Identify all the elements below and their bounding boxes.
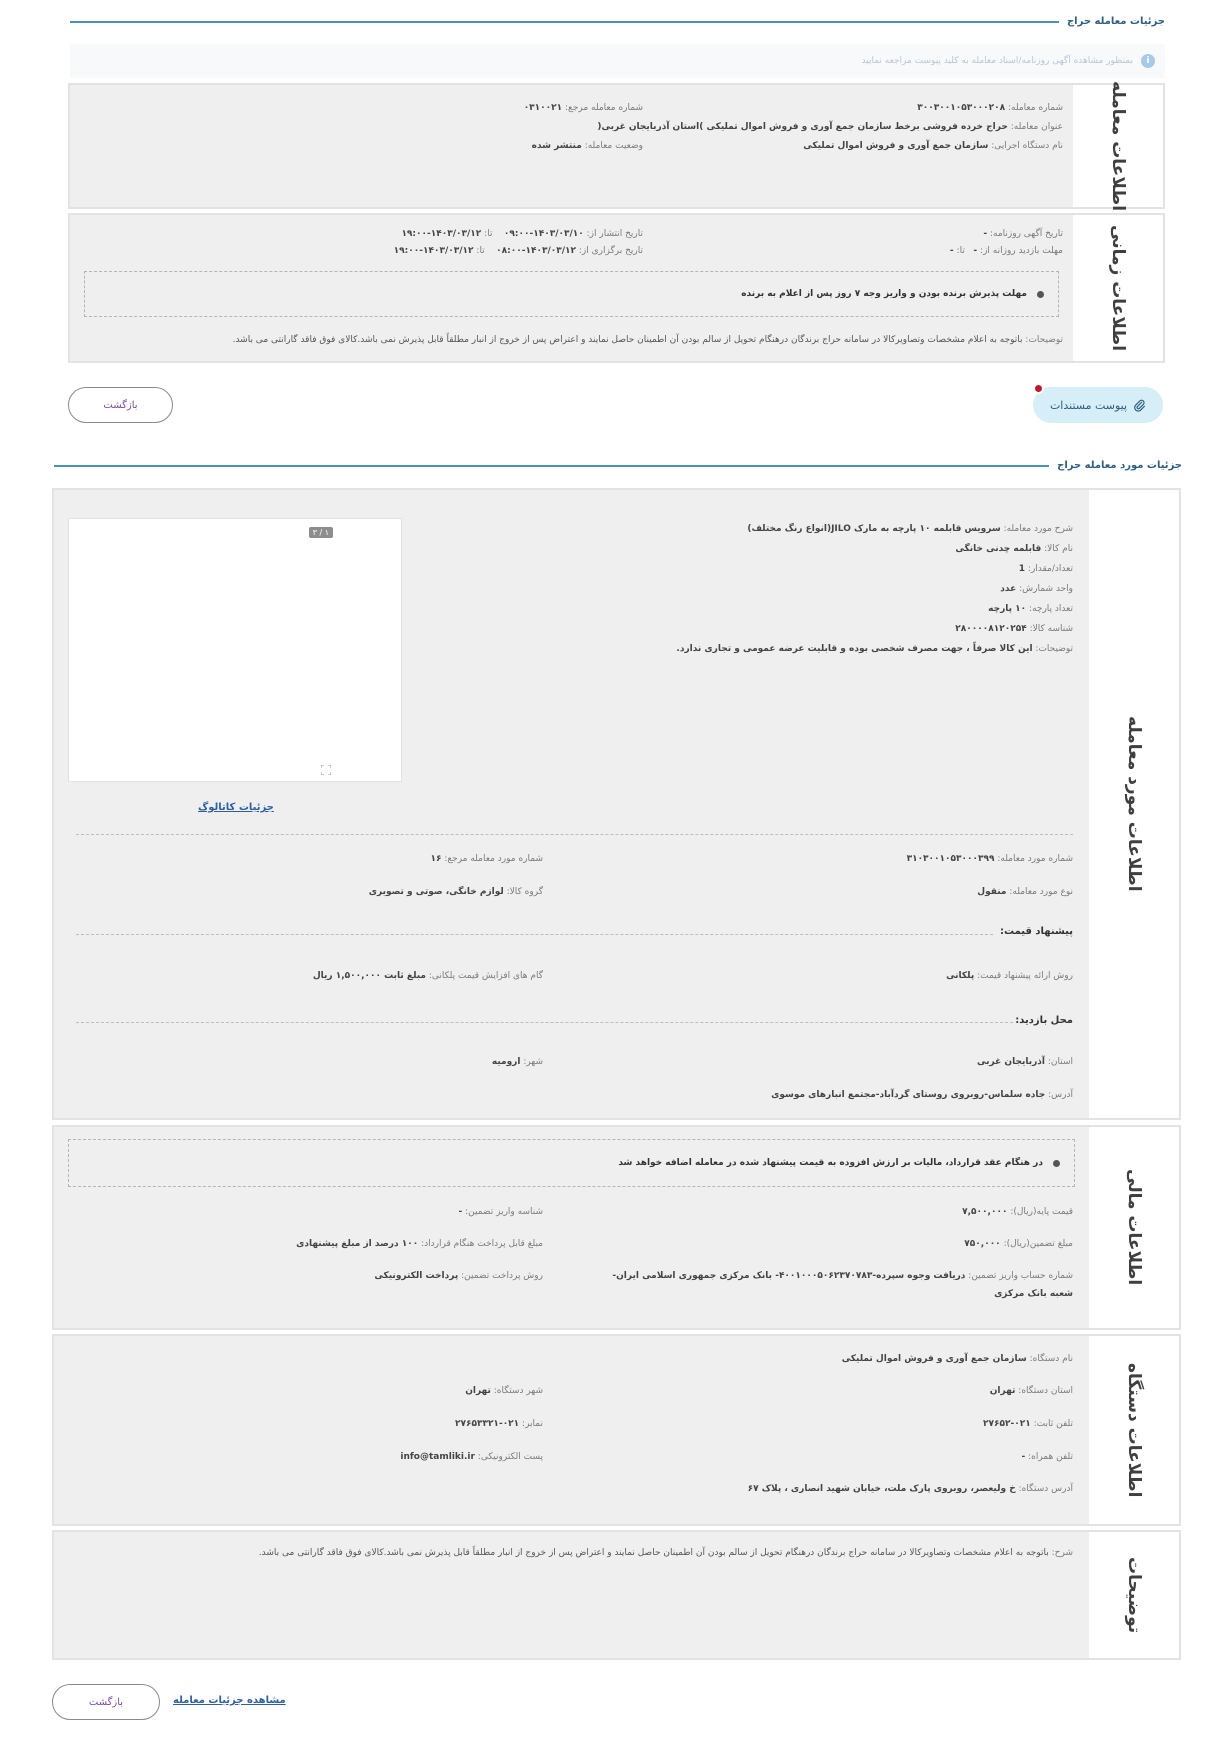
image-counter: ۳ / ۱: [309, 527, 333, 538]
catalog-details-link[interactable]: جزئیات کاتالوگ: [198, 802, 274, 813]
goods-code-field: شناسه کالا: ۲۸۰۰۰۰۸۱۲۰۲۵۴: [955, 624, 1073, 634]
unit-field: واحد شمارش: عدد: [1000, 584, 1073, 594]
price-steps-field: گام های افزایش قیمت پلکانی: مبلغ ثابت ۱,۵۰۰,۰۰۰ ریال: [312, 971, 543, 981]
view-deal-details-link[interactable]: مشاهده جزئیات معامله: [173, 1695, 286, 1706]
hold-date-field: تاریخ برگزاری از: ۱۴۰۳/۰۳/۱۲-۰۸:۰۰ تا: ۱۴۰۳/۰۳/۱۲-۱۹:۰۰: [393, 246, 643, 256]
section-divider: [70, 21, 1059, 23]
item-section-title: جزئیات مورد معامله حراج: [1057, 460, 1182, 471]
deal-section-title: جزئیات معامله حراج: [1066, 16, 1165, 27]
deal-number-field: شماره معامله: ۳۰۰۳۰۰۱۰۵۳۰۰۰۲۰۸: [917, 103, 1063, 113]
deal-title-value: حراج خرده فروشی برخط سازمان جمع آوری و فروش اموال تملیکی )استان آذربایجان غربی(: [597, 122, 1008, 132]
financial-info-side-label: اطلاعات مالی: [1089, 1127, 1179, 1328]
price-heading: پیشنهاد قیمت:: [1000, 926, 1073, 937]
section-divider: [54, 465, 1049, 467]
deal-info-side-label: اطلاعات معامله: [1073, 85, 1163, 207]
org-email-field: پست الکترونیکی: info@tamliki.ir: [400, 1452, 543, 1462]
newspaper-date-field: تاریخ آگهی روزنامه: -: [983, 229, 1063, 239]
item-section-header: [54, 460, 1182, 471]
visit-province-field: استان: آذربایجان غربی: [977, 1057, 1073, 1067]
visit-deadline-field: مهلت بازدید روزانه از: - تا: -: [949, 246, 1063, 256]
time-info-side-label: اطلاعات زمانی: [1073, 215, 1163, 361]
org-address-field: آدرس دستگاه: خ ولیعصر، روبروی پارک ملت، خیابان شهید انصاری ، پلاک ۶۷: [747, 1484, 1073, 1494]
deal-title-field: عنوان معامله: حراج خرده فروشی برخط سازمان جمع آوری و فروش اموال تملیکی )استان آذربایجان غربی(: [597, 122, 1063, 132]
attach-label: پیوست مستندات: [1049, 398, 1128, 412]
description-panel: [52, 1530, 1181, 1660]
visit-address-field: آدرس: جاده سلماس-روبروی روستای گردآباد-مجتمع انبارهای موسوی: [771, 1090, 1073, 1100]
org-fax-field: نمابر: ۰۲۱-۲۷۶۵۳۳۲۱: [454, 1419, 543, 1429]
deal-ref-field: شماره معامله مرجع: ۰۳۱۰۰۲۱: [523, 103, 643, 113]
deal-number-value: ۳۰۰۳۰۰۱۰۵۳۰۰۰۲۰۸: [917, 103, 1006, 113]
price-method-field: روش ارائه پیشنهاد قیمت: پلکانی: [946, 971, 1073, 981]
item-info-panel: [52, 488, 1181, 1120]
base-price-field: قیمت پایه(ریال): ۷,۵۰۰,۰۰۰: [962, 1207, 1073, 1217]
visit-city-field: شهر: ارومیه: [491, 1057, 543, 1067]
time-info-panel: [68, 213, 1165, 363]
deal-section-header: [70, 16, 1165, 27]
attachment-notice: [70, 44, 1165, 78]
item-number-field: شماره مورد معامله: ۳۱۰۳۰۰۱۰۵۳۰۰۰۳۹۹: [906, 854, 1073, 864]
deal-org-value: سازمان جمع آوری و فروش اموال تملیکی: [803, 141, 989, 151]
publish-date-field: تاریخ انتشار از: ۱۴۰۳/۰۳/۱۰-۰۹:۰۰ تا: ۱۴۰۳/۰۳/۱۲-۱۹:۰۰: [401, 229, 643, 239]
account-branch-field: شعبه بانک مرکزی: [994, 1289, 1073, 1299]
goods-group-field: گروه کالا: لوازم خانگی، صوتی و تصویری: [368, 887, 543, 897]
winner-deadline-note: مهلت پذیرش برنده بودن و واریز وجه ۷ روز پس از اعلام به برنده: [84, 271, 1059, 317]
deal-info-panel: [68, 80, 1165, 212]
attach-documents-button[interactable]: [1033, 387, 1163, 423]
account-number-field: شماره حساب واریز تضمین: دریافت وجوه سپرده-۴۰۰۱۰۰۰۵۰۶۲۳۷۰۷۸۳- بانک مرکزی جمهوری اسلامی ایران-: [612, 1271, 1073, 1281]
item-ref-field: شماره مورد معامله مرجع: ۱۶: [430, 854, 543, 864]
info-icon: i: [1141, 54, 1155, 68]
deal-ref-value: ۰۳۱۰۰۲۱: [523, 103, 563, 113]
quantity-field: تعداد/مقدار: 1: [1018, 564, 1073, 574]
financial-info-panel: [52, 1125, 1181, 1330]
divider: [76, 934, 993, 935]
pieces-field: تعداد پارچه: ۱۰ پارچه: [988, 604, 1073, 614]
deal-org-field: نام دستگاه اجرایی: سازمان جمع آوری و فروش اموال تملیکی: [803, 141, 1063, 151]
org-info-panel: [52, 1334, 1181, 1526]
org-province-field: استان دستگاه: تهران: [989, 1386, 1073, 1396]
visit-heading: محل بازدید:: [1015, 1015, 1073, 1026]
item-type-field: نوع مورد معامله: منقول: [977, 887, 1073, 897]
org-mobile-field: تلفن همراه: -: [1021, 1452, 1073, 1462]
deal-status-field: وضعیت معامله: منتشر شده: [531, 141, 643, 151]
item-info-side-label: اطلاعات مورد معامله: [1089, 490, 1179, 1118]
expand-icon[interactable]: [321, 765, 331, 775]
back-button-top[interactable]: بازگشت: [68, 387, 173, 423]
contract-payment-field: مبلغ قابل پرداخت هنگام قرارداد: ۱۰۰ درصد از مبلغ پیشنهادی: [296, 1239, 543, 1249]
description-field: شرح: باتوجه به اعلام مشخصات وتصاویرکالا در سامانه حراج برندگان درهنگام تحویل از سالم بودن آن اطمینان حاصل نمایند و اعتراض پس از خروج از انبار مطلقاً قابل پذیرش نمی باشد.کالای فوق فاقد گارانتی می باشد.: [258, 1548, 1073, 1558]
bullet-icon: [1037, 291, 1044, 298]
paperclip-icon: [1133, 399, 1146, 412]
deposit-id-field: شناسه واریز تضمین: -: [458, 1207, 543, 1217]
divider: [76, 834, 1073, 835]
payment-method-field: روش پرداخت تضمین: پرداخت الکترونیکی: [374, 1271, 543, 1281]
vat-note: در هنگام عقد قرارداد، مالیات بر ارزش افزوده به قیمت پیشنهاد شده در معامله اضافه خواهد شد: [68, 1139, 1075, 1187]
org-info-side-label: اطلاعات دستگاه: [1089, 1336, 1179, 1524]
deal-status-value: منتشر شده: [531, 141, 582, 151]
divider: [76, 1022, 1013, 1023]
time-description-field: توضیحات: باتوجه به اعلام مشخصات وتصاویرکالا در سامانه حراج برندگان درهنگام تحویل از سالم بودن آن اطمینان حاصل نمایند و اعتراض پس از خروج از انبار مطلقاً قابل پذیرش نمی باشد.کالای فوق فاقد گارانتی می باشد.: [232, 335, 1063, 345]
org-phone-field: تلفن ثابت: ۰۲۱-۲۷۶۵۲: [983, 1419, 1073, 1429]
bullet-icon: [1053, 1160, 1060, 1167]
org-name-field: نام دستگاه: سازمان جمع آوری و فروش اموال تملیکی: [841, 1354, 1073, 1364]
goods-name-field: نام کالا: قابلمه چدنی خانگی: [955, 544, 1073, 554]
product-image[interactable]: [68, 518, 402, 782]
notification-badge: [1033, 383, 1044, 394]
deposit-amount-field: مبلغ تضمین(ریال): ۷۵۰,۰۰۰: [964, 1239, 1073, 1249]
item-desc-field: شرح مورد معامله: سرویس قابلمه ۱۰ پارچه به مارک JILO(انواع رنگ مختلف): [747, 524, 1073, 534]
org-city-field: شهر دستگاه: تهران: [465, 1386, 543, 1396]
description-side-label: توضیحات: [1089, 1532, 1179, 1658]
item-note-field: توضیحات: این کالا صرفاً ، جهت مصرف شخصی بوده و قابلیت عرضه عمومی و تجاری ندارد.: [676, 644, 1073, 654]
notice-text: بمنظور مشاهده آگهی روزنامه/اسناد معامله به کلید پیوست مراجعه نمایید: [861, 56, 1133, 66]
back-button-bottom[interactable]: بازگشت: [52, 1684, 160, 1720]
